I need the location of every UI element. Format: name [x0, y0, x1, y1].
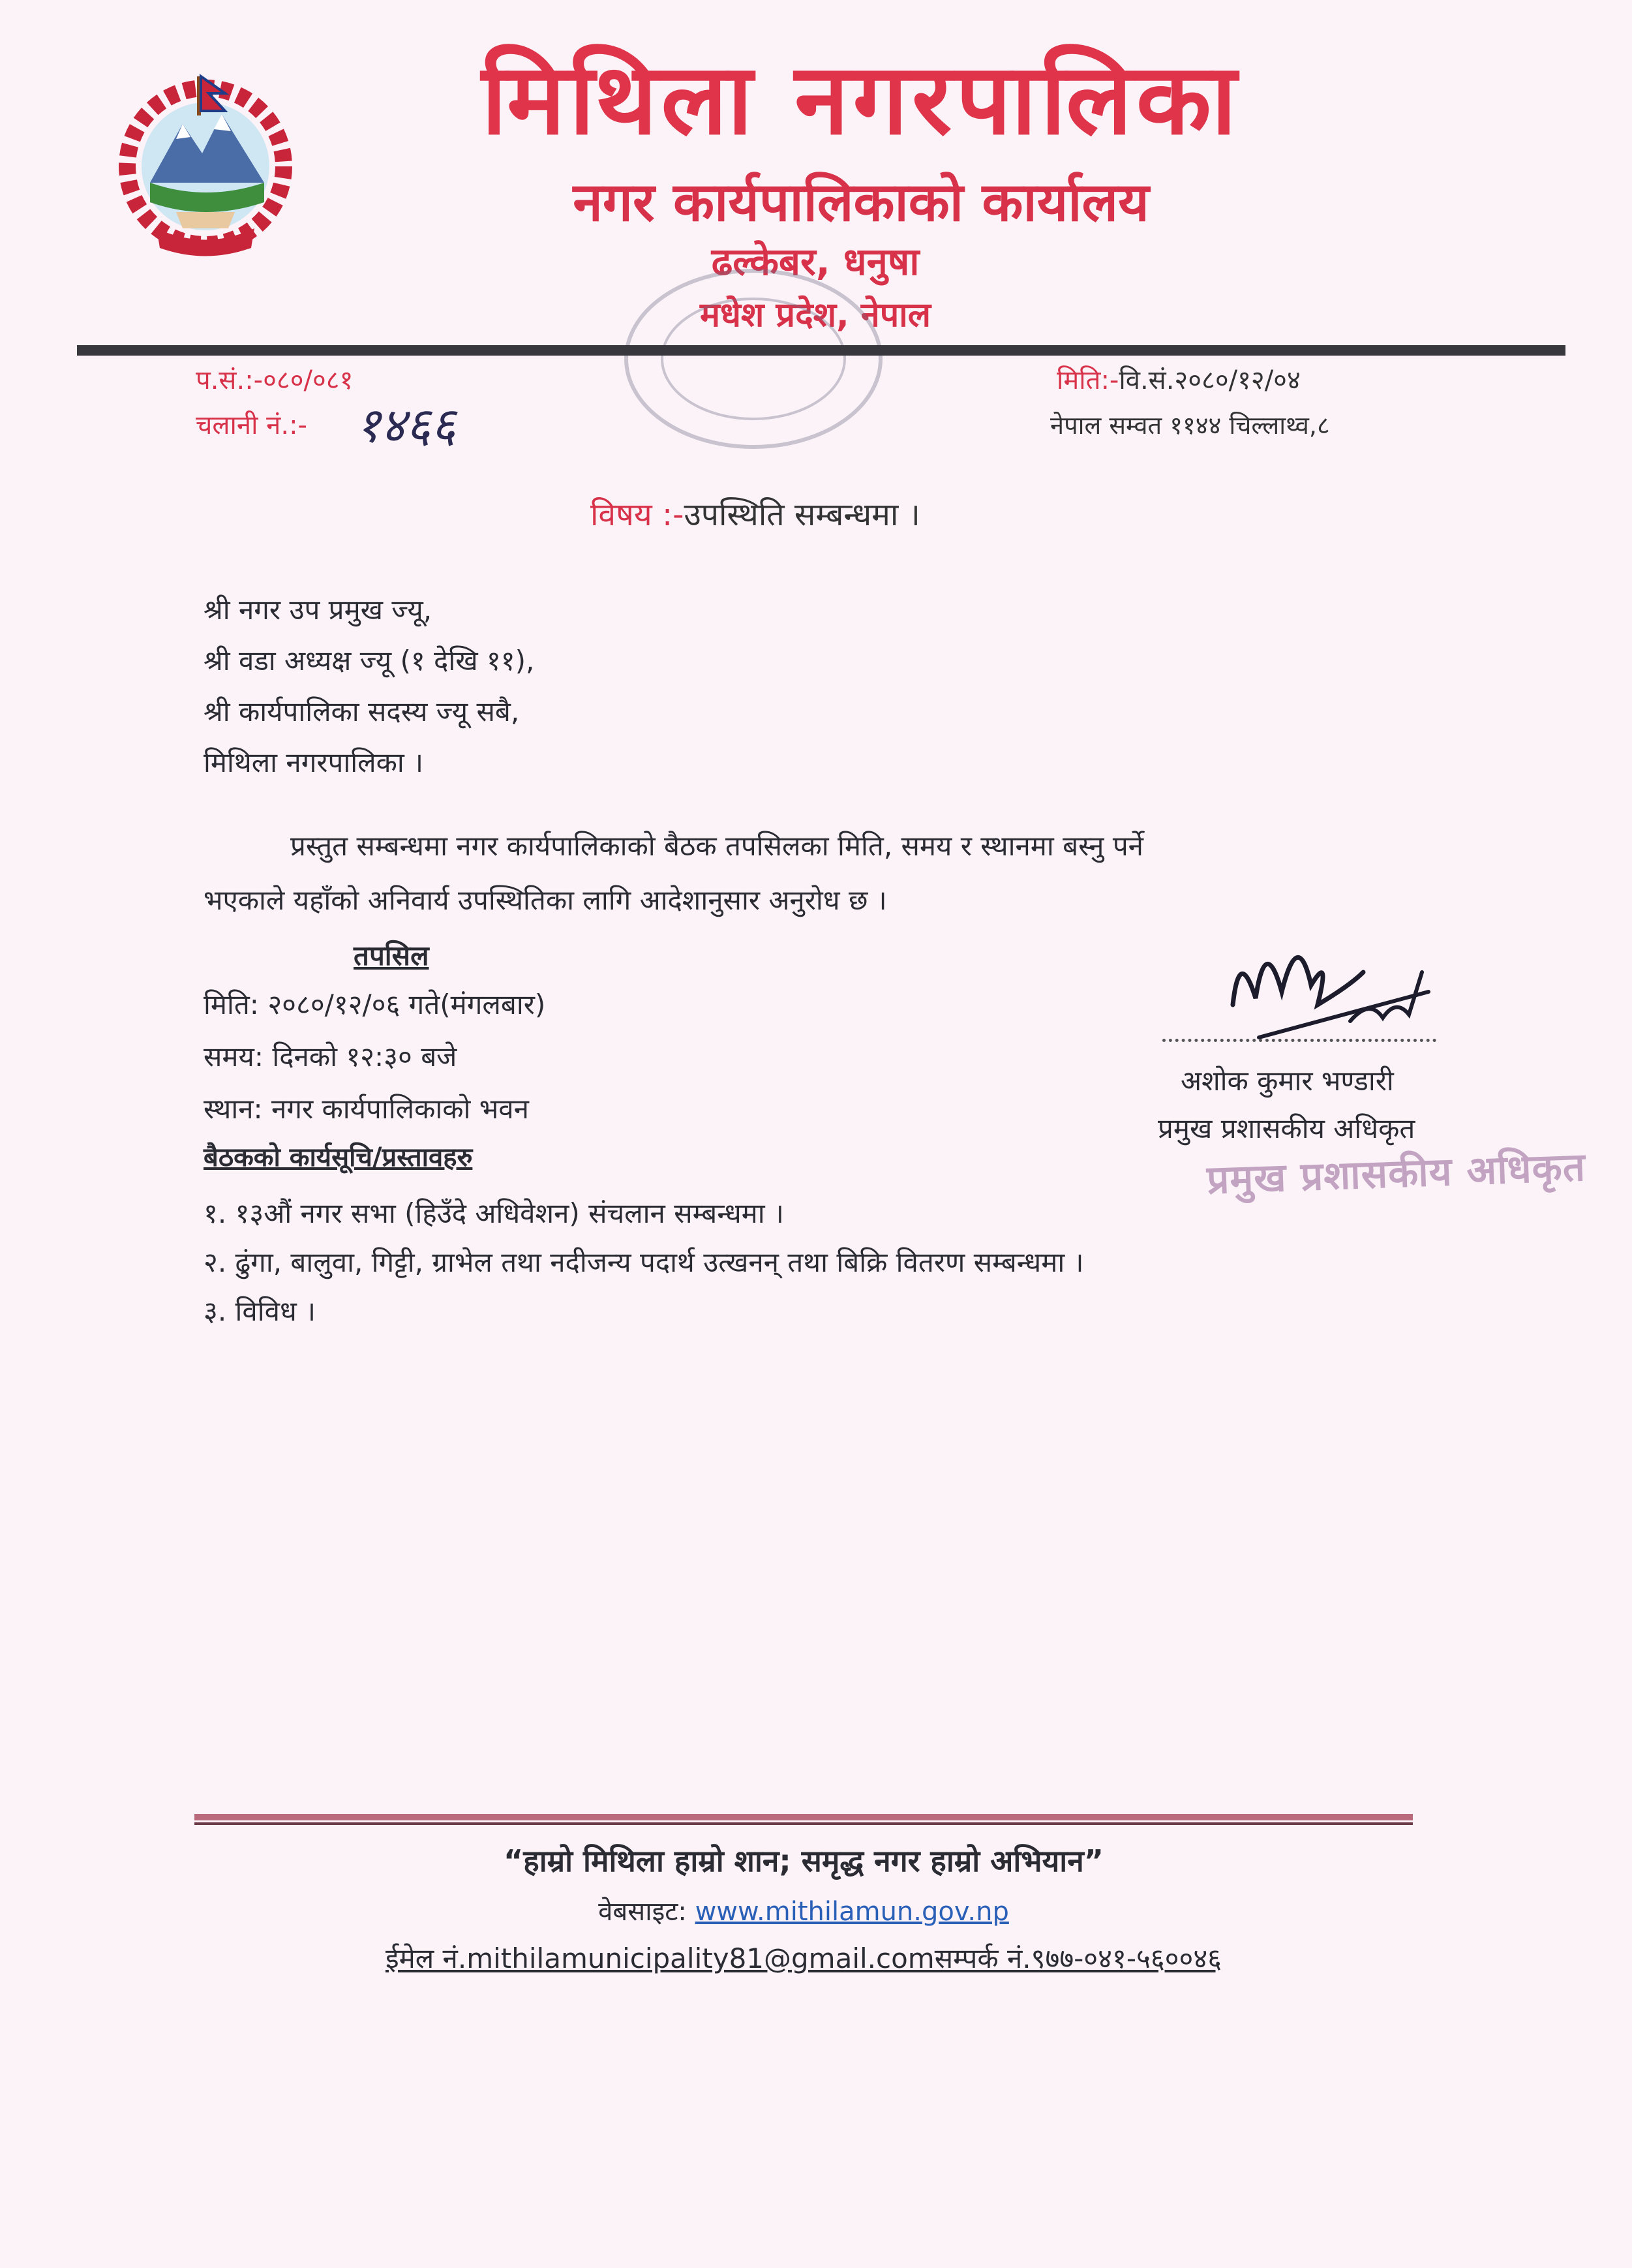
footer-contact: ईमेल नं.mithilamunicipality81@gmail.comसम्पर्क नं.९७७-०४१-५६००४६: [385, 1942, 1222, 1974]
agenda-heading: बैठकको कार्यसूचि/प्रस्तावहरु: [204, 1142, 473, 1172]
addressee-line: मिथिला नगरपालिका ।: [204, 746, 424, 778]
date-value: वि.सं.२०८०/१२/०४: [1119, 365, 1301, 395]
body-paragraph-line-2: भएकाले यहाँको अनिवार्य उपस्थितिका लागि आदेशानुसार अनुरोध छ ।: [204, 884, 887, 916]
subject-text: उपस्थिति सम्बन्धमा ।: [684, 497, 920, 533]
schedule-time: समय: दिनको १२:३० बजे: [204, 1041, 457, 1073]
signer-name: अशोक कुमार भण्डारी: [1181, 1065, 1394, 1097]
office-subtitle: नगर कार्यपालिकाको कार्यालय: [573, 171, 1149, 234]
schedule-date: मिति: २०८०/१२/०६ गते(मंगलबार): [204, 988, 546, 1020]
dispatch-number-handwritten: १४६६: [355, 397, 456, 453]
letter-date: [1057, 361, 1301, 397]
addressee-line: श्री नगर उप प्रमुख ज्यू,: [204, 594, 432, 626]
addressee-line: श्री कार्यपालिका सदस्य ज्यू सबै,: [204, 696, 520, 728]
website-link[interactable]: www.mithilamun.gov.np: [695, 1897, 1009, 1927]
footer-slogan: “हाम्रो मिथिला हाम्रो शान; समृद्ध नगर हाम्रो अभियान”: [504, 1843, 1104, 1878]
schedule-heading: तपसिल: [354, 940, 429, 972]
reference-number: प.सं.:-०८०/०८१: [196, 365, 354, 395]
footer-website: [194, 1892, 1413, 1928]
body-paragraph-line-1: प्रस्तुत सम्बन्धमा नगर कार्यपालिकाको बैठक तपसिलका मिति, समय र स्थानमा बस्नु पर्ने: [290, 830, 1143, 862]
addressee-line: श्री वडा अध्यक्ष ज्यू (१ देखि ११),: [204, 645, 535, 677]
address-line-1: ढल्केबर, धनुषा: [711, 239, 920, 284]
municipality-title: मिथिला नगरपालिका: [481, 42, 1241, 157]
subject-label: विषय :-: [590, 497, 684, 533]
footer-divider-thin: [194, 1822, 1413, 1825]
nepal-emblem-icon: [111, 62, 300, 264]
nepal-sambat-date: नेपाल सम्वत ११४४ चिल्लाथ्व,८: [1050, 411, 1330, 440]
address-line-2: मधेश प्रदेश, नेपाल: [699, 296, 931, 335]
signature-icon: [1220, 907, 1442, 1057]
agenda-item: २. ढुंगा, बालुवा, गिट्टी, ग्राभेल तथा नदीजन्य पदार्थ उत्खनन् तथा बिक्रि वितरण सम्बन्धमा ।: [204, 1246, 1084, 1278]
signer-title: प्रमुख प्रशासकीय अधिकृत: [1158, 1112, 1415, 1144]
schedule-place: स्थान: नगर कार्यपालिकाको भवन: [204, 1093, 529, 1125]
website-label: वेबसाइट:: [598, 1897, 695, 1927]
agenda-item: ३. विविध ।: [204, 1295, 316, 1327]
signature-dotted-line: [1162, 1039, 1436, 1042]
date-label: मिति:-: [1057, 365, 1119, 395]
footer-divider: [194, 1814, 1413, 1820]
subject-line: [590, 493, 920, 535]
header-divider: [77, 345, 1565, 356]
office-stamp-icon: [613, 261, 894, 457]
dispatch-label: चलानी नं.:-: [196, 410, 307, 440]
designation-stamp: प्रमुख प्रशासकीय अधिकृत: [1206, 1144, 1587, 1204]
agenda-item: १. १३औं नगर सभा (हिउँदे अधिवेशन) संचलान सम्बन्धमा ।: [204, 1197, 784, 1229]
